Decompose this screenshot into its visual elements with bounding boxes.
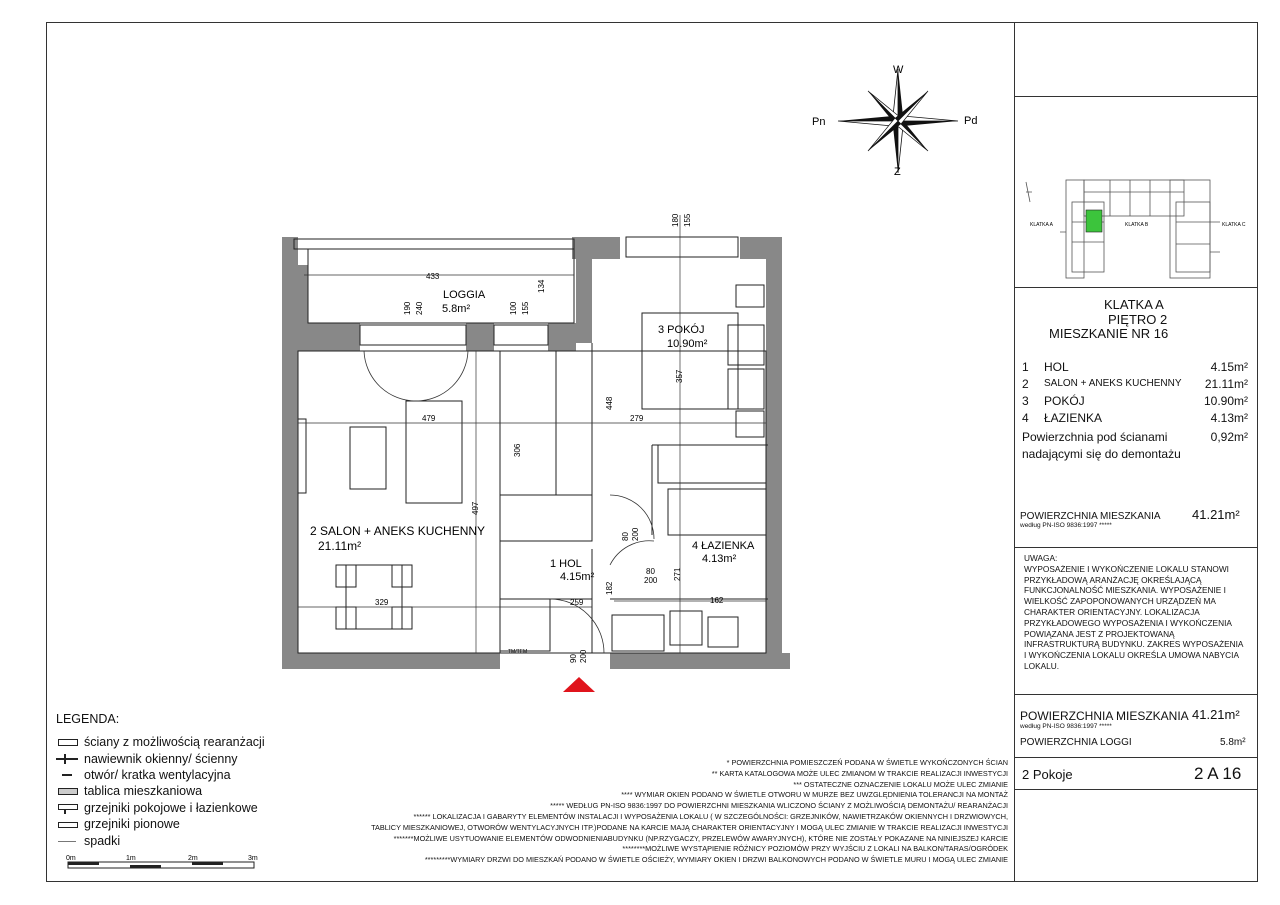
- notes-line: CHARAKTER ORIENTACYJNY. LOKALIZACJA: [1024, 606, 1200, 617]
- scale-bar: [60, 852, 270, 874]
- loggia-label: POWIERZCHNIA LOGGI: [1020, 737, 1132, 748]
- dim: 182: [605, 581, 614, 595]
- total-label: POWIERZCHNIA MIESZKANIA: [1020, 511, 1161, 522]
- notes-line: FUNKCJONALNOŚĆ MIESZKANIA. WYPOSAŻENIE I: [1024, 585, 1226, 596]
- keyplan-label-a: KLATKA A: [1030, 222, 1053, 228]
- room-area: 4.15m²: [1210, 359, 1248, 374]
- room-area: 21.11m²: [1204, 376, 1248, 391]
- footnote: ********MOŻLIWE WYSTĄPIENIE RÓŻNICY POZIOMÓW PRZY WYJŚCIU Z LOKALI NA BALKON/TARAS/OGRÓDEK: [622, 844, 1008, 854]
- dim: 497: [471, 501, 480, 515]
- room-name: SALON + ANEKS KUCHENNY: [1044, 378, 1182, 389]
- sidebar-rule: [1014, 757, 1258, 758]
- scale-2: 2m: [188, 855, 198, 862]
- door-swings: [364, 351, 654, 653]
- legend-label: otwór/ kratka wentylacyjna: [84, 767, 231, 782]
- dim: 200: [644, 576, 658, 585]
- notes-line: I WYKOŃCZENIA LOKALU OKREŚLA UMOWA NABYCIA: [1024, 650, 1240, 661]
- list-item: [1022, 409, 1248, 426]
- total-sub: według PN-ISO 9836:1997 *****: [1020, 522, 1112, 529]
- dim: 279: [630, 414, 644, 423]
- footnote: *********WYMIARY DRZWI DO MIESZKAŃ PODANO W ŚWIETLE OŚCIEŻY, WYMIARY OKIEN I DRZWI BALKONOWYCH PODANO W ŚWIETLE MURU I MOGĄ ULEC ZMIANIE: [424, 855, 1008, 865]
- room-name: POKÓJ: [1044, 393, 1085, 408]
- legend: [56, 712, 265, 849]
- notes-line: PRZYKŁADOWĄ ARANŻACJĘ OKREŚLAJĄCĄ: [1024, 574, 1202, 585]
- vent-icon: [56, 770, 80, 780]
- apartment-label: MIESZKANIE NR 16: [1049, 326, 1169, 341]
- floor-label: PIĘTRO 2: [1108, 312, 1168, 327]
- notes-line: POWIĄZANA JEST Z PROJEKTOWANĄ: [1024, 628, 1175, 639]
- notes: [1024, 553, 1250, 672]
- slope-icon: [56, 836, 80, 846]
- summary-area: 41.21m²: [1192, 707, 1240, 722]
- footnote: *******MOŻLIWE USYTUOWANIE ELEMENTÓW ODWODNIENIABUDYNKU (NP.RZYGACZY, PRZELEWÓW AWARYJNYCH), KTÓRE NIE ZOSTAŁY POKAZANE NA NINIEJSZEJ KARCIE: [393, 833, 1008, 843]
- tm-label: TM/TEM: [508, 649, 528, 655]
- scale-1: 1m: [126, 855, 136, 862]
- dim: 180: [671, 213, 680, 227]
- plan-lines: [294, 237, 768, 653]
- radiator-icon: [56, 803, 80, 813]
- salon-label: 2 SALON + ANEKS KUCHENNY: [310, 524, 486, 538]
- notes-line: WYPOSAŻENIE I WYKOŃCZENIE LOKALU STANOWI: [1024, 563, 1229, 574]
- legend-label: grzejniki pokojowe i łazienkowe: [84, 800, 258, 815]
- apartment-highlight: [1086, 210, 1102, 232]
- dim: 448: [605, 396, 614, 410]
- room-list: [1022, 358, 1248, 462]
- dim: 100: [509, 301, 518, 315]
- legend-label: ściany z możliwością rearanżacji: [84, 735, 265, 750]
- dim: 90: [569, 654, 578, 663]
- compass-e: Pd: [964, 115, 978, 127]
- loggia-name: LOGGIA: [443, 289, 486, 301]
- room-area: 10.90m²: [1203, 393, 1248, 408]
- keyplan-label-b: KLATKA B: [1125, 222, 1149, 228]
- pokoj-label: 3 POKÓJ: [658, 324, 705, 336]
- sidebar-rule: [1014, 694, 1258, 695]
- dim: 80: [621, 532, 630, 541]
- pokoj-area: 10.90m²: [667, 338, 708, 350]
- dimension-lines: [298, 215, 766, 653]
- room-no: 1: [1022, 359, 1029, 374]
- dim: 155: [521, 301, 530, 315]
- room-no: 2: [1022, 376, 1029, 391]
- footnote: *** OSTATECZNE OZNACZENIE LOKALU MOŻE ULEC ZMIANIE: [793, 779, 1008, 789]
- footnote: ****** LOKALIZACJA I GABARYTY ELEMENTÓW INSTALACJI I WYPOSAŻENIA LOKALU ( W SZCZEGÓLNOŚCI: GRZEJNIKÓW, NAWIETRZAKÓW OKIENNYCH I DRZWIOWYCH,: [413, 811, 1008, 821]
- salon-area: 21.11m²: [318, 539, 362, 553]
- hol-area: 4.15m²: [560, 571, 595, 583]
- footnote: TABLICY MIESZKANIOWEJ, OTWORÓW WENTYLACYJNYCH ITP.)PODANE NA KARCIE MAJĄ CHARAKTER ORIENTACYJNY I MOGĄ ULEC ZMIANIE W TRAKCIE REALIZACJI INWESTYCJI: [371, 822, 1008, 832]
- compass-s: Z: [894, 166, 901, 178]
- room-name: ŁAZIENKA: [1044, 410, 1103, 425]
- footnote: **** WYMIAR OKIEN PODANO W ŚWIETLE OTWORU W MURZE BEZ UWZGLĘDNIENIA TOLERANCJI NA MONTAŻ: [621, 790, 1008, 800]
- dim: 357: [675, 369, 684, 383]
- compass-rose: [810, 58, 990, 182]
- list-item: [1022, 375, 1248, 392]
- dim: 200: [631, 527, 640, 541]
- sidebar-rule: [1014, 96, 1258, 97]
- hol-label: 1 HOL: [550, 558, 582, 570]
- summary-sub: według PN-ISO 9836:1997 *****: [1020, 723, 1112, 730]
- dim: 329: [375, 598, 389, 607]
- scale-3: 3m: [248, 855, 258, 862]
- demolition-label: Powierzchnia pod ścianami: [1022, 429, 1168, 444]
- room-no: 4: [1022, 410, 1029, 425]
- air-inlet-icon: [56, 754, 80, 764]
- legend-item: [56, 832, 265, 848]
- apartment-code: 2 A 16: [1194, 764, 1242, 783]
- legend-item: [56, 800, 265, 816]
- room-name: HOL: [1044, 359, 1069, 374]
- dim: 200: [579, 649, 588, 663]
- rooms-count: 2 Pokoje: [1022, 767, 1073, 782]
- compass-w: Pn: [812, 116, 826, 128]
- room-no: 3: [1022, 393, 1029, 408]
- vertical-radiator-icon: [56, 819, 80, 829]
- footnote: ** KARTA KATALOGOWA MOŻE ULEC ZMIANOM W TRAKCIE REALIZACJI INWESTYCJI: [711, 768, 1008, 778]
- lazienka-label: 4 ŁAZIENKA: [692, 540, 755, 552]
- sidebar-rule: [1014, 547, 1258, 548]
- dim: 134: [537, 279, 546, 293]
- legend-label: nawiewnik okienny/ ścienny: [84, 751, 238, 766]
- lazienka-area: 4.13m²: [702, 553, 737, 565]
- list-item: [1022, 392, 1248, 409]
- legend-label: spadki: [84, 833, 121, 848]
- wall-rearrange-icon: [56, 737, 80, 747]
- sidebar-divider: [1014, 22, 1015, 882]
- compass-n: W: [893, 64, 904, 76]
- footnote: ***** WEDŁUG PN-ISO 9836:1997 DO POWIERZCHNI MIESZKANIA WLICZONO ŚCIANY Z MOŻLIWOŚCIĄ DEMONTAŻU/ REARANŻACJI: [550, 801, 1008, 811]
- dim: 433: [426, 272, 440, 281]
- notes-title: UWAGA:: [1024, 553, 1058, 563]
- dim: 479: [422, 414, 436, 423]
- legend-item: [56, 816, 265, 832]
- demolition-label-2: nadającymi się do demontażu: [1022, 446, 1181, 461]
- scale-0: 0m: [66, 855, 76, 862]
- notes-line: INFRASTRUKTURĄ BUDYNKU. ZAKRES WYPOSAŻENIA: [1024, 639, 1244, 650]
- sidebar-rule: [1014, 287, 1258, 288]
- panel-board-icon: [56, 786, 80, 796]
- demolition-row-2: [1022, 445, 1248, 462]
- legend-label: tablica mieszkaniowa: [84, 784, 203, 799]
- entrance-marker: [562, 677, 596, 693]
- summary-label: POWIERZCHNIA MIESZKANIA: [1020, 709, 1189, 723]
- footnotes: [308, 758, 1008, 866]
- legend-item: [56, 750, 265, 766]
- notes-line: WIELKOŚĆ ZAPOPONOWANYCH URZĄDZEŃ MA: [1024, 596, 1216, 607]
- sidebar-rule: [1014, 789, 1258, 790]
- dim: 80: [646, 567, 655, 576]
- dim: 306: [513, 443, 522, 457]
- list-item: [1022, 358, 1248, 375]
- legend-title: LEGENDA:: [56, 712, 120, 726]
- notes-line: LOKALU.: [1024, 660, 1060, 671]
- stair-label: KLATKA A: [1104, 297, 1164, 312]
- floor-plan: [280, 205, 790, 695]
- demolition-row: [1022, 428, 1248, 445]
- footnote: * POWIERZCHNIA POMIESZCZEŃ PODANA W ŚWIETLE WYKOŃCZONYCH ŚCIAN: [726, 758, 1008, 767]
- loggia-area: 5.8m²: [442, 303, 471, 315]
- legend-label: grzejniki pionowe: [84, 817, 180, 832]
- dim: 271: [673, 567, 682, 581]
- dim: 259: [570, 598, 584, 607]
- dim: 240: [415, 301, 424, 315]
- legend-item: [56, 783, 265, 799]
- room-area: 4.13m²: [1210, 410, 1248, 425]
- dim: 190: [403, 301, 412, 315]
- dim: 155: [683, 213, 692, 227]
- legend-item: [56, 734, 265, 750]
- legend-item: [56, 767, 265, 783]
- dim: 162: [710, 596, 724, 605]
- total-area: 41.21m²: [1192, 507, 1240, 522]
- notes-line: PRZYKŁADOWEGO WYPOSAŻENIA I WYKOŃCZENIA: [1024, 617, 1232, 628]
- keyplan-label-c: KLATKA C: [1222, 222, 1246, 228]
- key-plan: [1020, 172, 1258, 284]
- loggia-area: 5.8m²: [1220, 737, 1246, 748]
- demolition-area: 0,92m²: [1210, 429, 1248, 444]
